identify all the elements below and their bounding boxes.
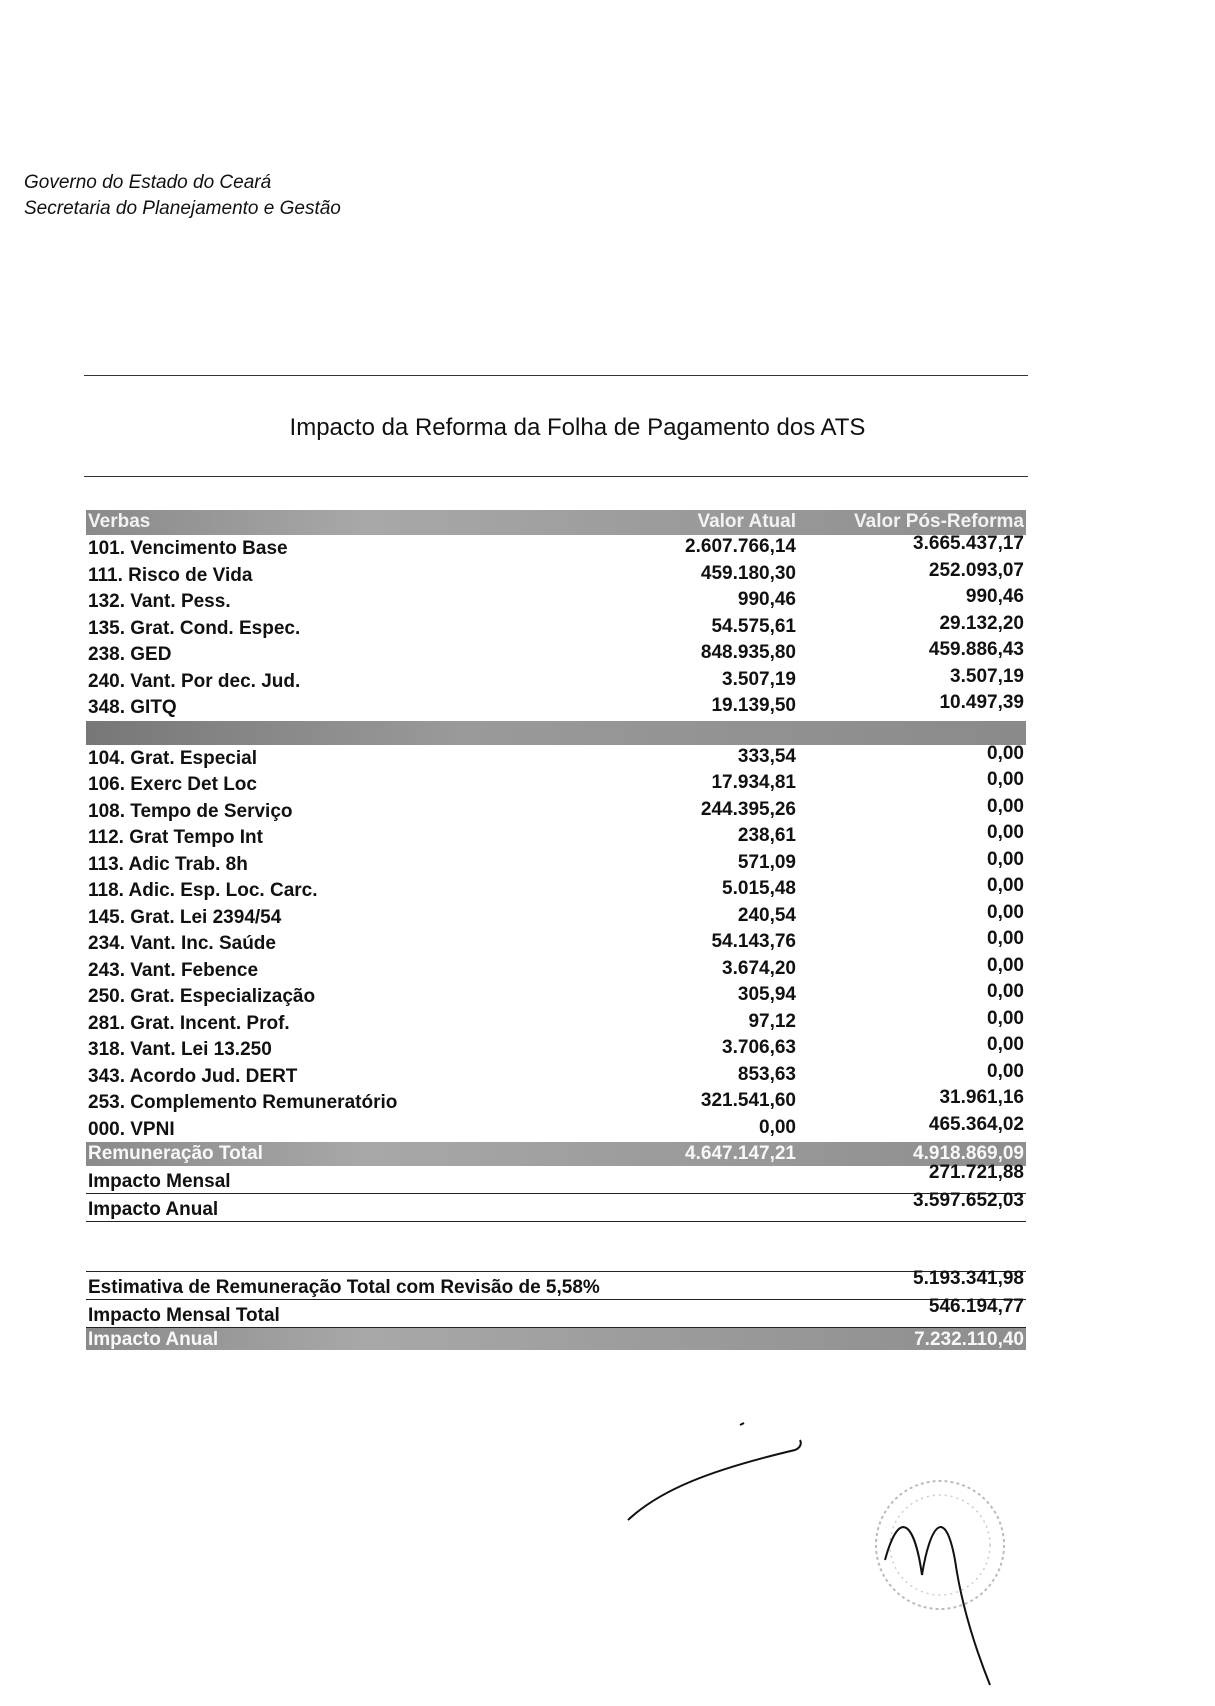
valor-atual: 54.143,76 — [711, 931, 796, 952]
impacto-anual-value: 3.597.652,03 — [913, 1190, 1024, 1211]
valor-atual: 305,94 — [737, 984, 796, 1005]
valor-pos: 0,00 — [987, 822, 1024, 843]
verbas-table — [86, 510, 1026, 1222]
col-header-valor-pos-reforma: Valor Pós-Reforma — [854, 511, 1024, 532]
verba-label: 106. Exerc Det Loc — [88, 774, 257, 795]
verba-label: 111. Risco de Vida — [88, 564, 253, 586]
top-rule — [84, 375, 1028, 376]
table-row — [86, 665, 1026, 695]
table-row — [86, 848, 1026, 878]
verba-label: 112. Grat Tempo Int — [88, 827, 263, 848]
valor-pos: 465.364,02 — [928, 1113, 1024, 1135]
valor-pos: 252.093,07 — [928, 559, 1024, 581]
verba-label: 238. GED — [88, 644, 172, 665]
page-title: Impacto da Reforma da Folha de Pagamento dos ATS — [289, 414, 866, 441]
verba-label: 243. Vant. Febence — [88, 959, 259, 981]
valor-atual: 459.180,30 — [700, 562, 796, 584]
impacto-anual-summary-label: Impacto Anual — [88, 1329, 219, 1350]
verba-label: 281. Grat. Incent. Prof. — [88, 1012, 290, 1034]
table-row — [86, 742, 1026, 772]
verba-label: 135. Grat. Cond. Espec. — [88, 617, 301, 639]
table-row — [86, 954, 1026, 984]
verba-label: 343. Acordo Jud. DERT — [88, 1065, 298, 1087]
table-row — [86, 901, 1026, 931]
verba-label: 253. Complemento Remuneratório — [88, 1092, 398, 1113]
verba-label: 250. Grat. Especialização — [88, 986, 316, 1007]
valor-atual: 571,09 — [737, 851, 796, 873]
verba-label: 113. Adic Trab. 8h — [88, 853, 248, 875]
valor-pos: 0,00 — [987, 875, 1024, 896]
header-government: Governo do Estado do Ceará — [24, 172, 272, 193]
valor-atual: 17.934,81 — [711, 772, 796, 793]
impacto-mensal-total-value: 546.194,77 — [928, 1296, 1024, 1317]
estimativa-value: 5.193.341,98 — [913, 1268, 1024, 1289]
valor-atual: 848.935,80 — [700, 642, 796, 663]
total-valor-pos: 4.918.869,09 — [913, 1143, 1024, 1164]
verba-label: 318. Vant. Lei 13.250 — [88, 1039, 272, 1060]
group-2-rows — [86, 742, 1026, 1143]
estimativa-label: Estimativa de Remuneração Total com Revisão de 5,58% — [88, 1277, 600, 1298]
verba-label: 234. Vant. Inc. Saúde — [88, 933, 276, 954]
col-header-verbas: Verbas — [88, 511, 151, 532]
table-row — [86, 930, 1026, 957]
valor-pos: 0,00 — [987, 1034, 1024, 1055]
impacto-mensal-row — [86, 1162, 1026, 1194]
table-row — [86, 771, 1026, 798]
seal-stamp-icon — [860, 1465, 1020, 1705]
impacto-anual-label: Impacto Anual — [88, 1199, 219, 1220]
valor-pos: 459.886,43 — [928, 639, 1024, 660]
valor-atual: 321.541,60 — [700, 1090, 796, 1111]
impacto-anual-row — [86, 1190, 1026, 1222]
total-valor-atual: 4.647.147,21 — [685, 1143, 796, 1164]
valor-pos: 0,00 — [987, 795, 1024, 817]
valor-atual: 240,54 — [737, 904, 796, 926]
verba-label: 240. Vant. Por dec. Jud. — [88, 670, 301, 692]
table-row — [86, 1113, 1026, 1143]
valor-pos: 990,46 — [965, 586, 1024, 607]
table-row — [86, 1036, 1026, 1063]
valor-pos: 31.961,16 — [939, 1087, 1024, 1108]
valor-pos: 0,00 — [987, 928, 1024, 949]
impacto-mensal-total-label: Impacto Mensal Total — [88, 1305, 280, 1326]
valor-pos: 0,00 — [987, 901, 1024, 923]
impacto-mensal-total-row — [86, 1296, 1026, 1328]
summary-table — [86, 1268, 1026, 1350]
verba-label: 000. VPNI — [88, 1118, 175, 1140]
valor-pos: 3.507,19 — [950, 665, 1024, 687]
impacto-anual-summary-value: 7.232.110,40 — [914, 1329, 1024, 1350]
impacto-mensal-label: Impacto Mensal — [88, 1171, 231, 1192]
verba-label: 104. Grat. Especial — [88, 747, 257, 769]
group-separator-bar — [86, 721, 1026, 745]
valor-atual: 19.139,50 — [711, 695, 796, 716]
table-row — [86, 1007, 1026, 1037]
valor-pos: 0,00 — [987, 981, 1024, 1002]
table-row — [86, 588, 1026, 615]
table-row — [86, 612, 1026, 642]
header-secretariat: Secretaria do Planejamento e Gestão — [24, 198, 341, 219]
table-row — [86, 694, 1026, 721]
valor-pos: 0,00 — [987, 1060, 1024, 1082]
impacto-mensal-value: 271.721,88 — [928, 1162, 1024, 1183]
valor-pos: 0,00 — [987, 769, 1024, 790]
table-header-row — [86, 510, 1026, 535]
impacto-anual-summary-row — [86, 1328, 1026, 1350]
valor-atual: 3.507,19 — [722, 668, 796, 690]
valor-atual: 0,00 — [759, 1116, 796, 1138]
table-row — [86, 795, 1026, 825]
valor-atual: 3.706,63 — [722, 1037, 796, 1058]
group-1-rows — [86, 535, 1026, 721]
total-row — [86, 1142, 1026, 1166]
valor-atual: 54.575,61 — [711, 615, 796, 637]
table-row — [86, 559, 1026, 589]
table-row — [86, 983, 1026, 1010]
valor-atual: 97,12 — [748, 1010, 796, 1032]
verba-label: 108. Tempo de Serviço — [88, 800, 293, 822]
valor-atual: 853,63 — [737, 1063, 796, 1085]
table-row — [86, 1089, 1026, 1116]
valor-atual: 238,61 — [737, 825, 796, 846]
table-row — [86, 535, 1026, 562]
col-header-valor-atual: Valor Atual — [697, 511, 796, 532]
verba-label: 145. Grat. Lei 2394/54 — [88, 906, 282, 928]
valor-atual: 5.015,48 — [722, 878, 796, 899]
verba-label: 101. Vencimento Base — [88, 538, 288, 559]
valor-pos: 0,00 — [987, 954, 1024, 976]
table-row — [86, 824, 1026, 851]
valor-atual: 244.395,26 — [700, 798, 796, 820]
signature-icon — [620, 1420, 820, 1540]
valor-atual: 2.607.766,14 — [685, 536, 796, 557]
valor-pos: 10.497,39 — [939, 692, 1024, 713]
title-bottom-rule — [84, 476, 1028, 477]
verba-label: 132. Vant. Pess. — [88, 591, 231, 612]
valor-pos: 0,00 — [987, 1007, 1024, 1029]
total-label: Remuneração Total — [88, 1143, 263, 1164]
valor-atual: 333,54 — [737, 745, 796, 767]
valor-atual: 3.674,20 — [722, 957, 796, 979]
table-row — [86, 877, 1026, 904]
valor-pos: 0,00 — [987, 848, 1024, 870]
table-row — [86, 641, 1026, 668]
table-row — [86, 1060, 1026, 1090]
estimativa-row — [86, 1268, 1026, 1300]
document-header — [24, 170, 341, 222]
valor-pos: 3.665.437,17 — [913, 533, 1024, 554]
valor-pos: 0,00 — [987, 742, 1024, 764]
verba-label: 348. GITQ — [88, 697, 177, 718]
valor-atual: 990,46 — [737, 589, 796, 610]
valor-pos: 29.132,20 — [939, 612, 1024, 634]
verba-label: 118. Adic. Esp. Loc. Carc. — [88, 880, 318, 901]
